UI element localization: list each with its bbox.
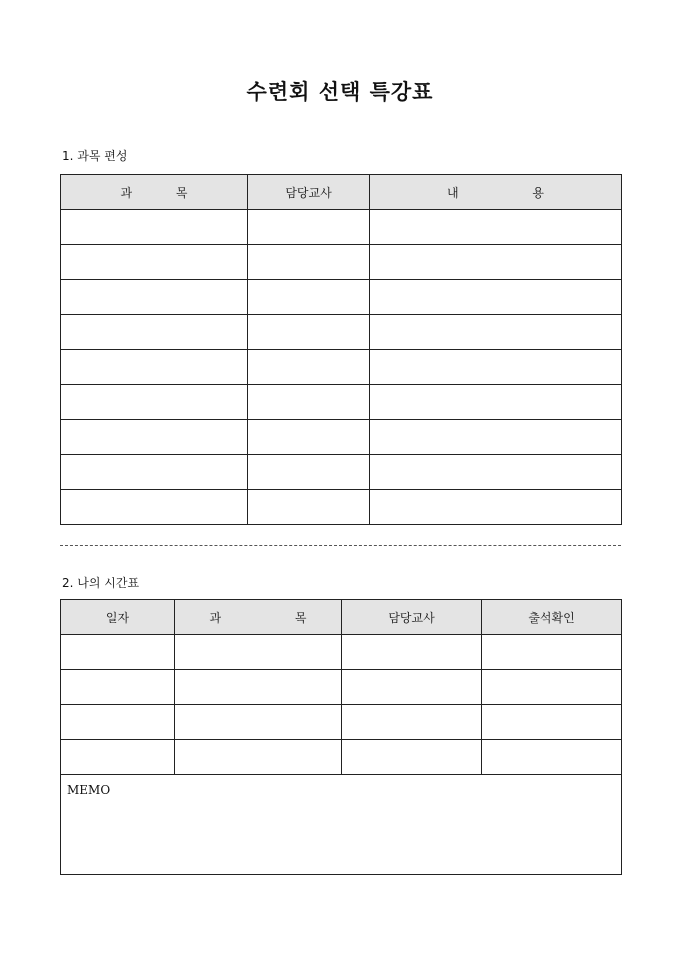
table-row (61, 635, 622, 670)
timetable-header (61, 600, 622, 635)
table-cell[interactable] (61, 245, 248, 280)
table-cell[interactable] (342, 740, 482, 775)
subject-table (60, 174, 622, 525)
subject-table-header (61, 175, 622, 210)
section-2-label: 2. 나의 시간표 (62, 576, 140, 590)
table-cell[interactable] (61, 385, 248, 420)
table-cell[interactable] (61, 490, 248, 525)
header-attendance: 출석확인 (482, 600, 622, 635)
header-teacher: 담당교사 (248, 175, 370, 210)
header-content: 내 용 (370, 175, 622, 210)
table-cell[interactable] (175, 740, 342, 775)
table-cell[interactable] (482, 670, 622, 705)
table-row (61, 705, 622, 740)
table-cell[interactable] (175, 670, 342, 705)
table-cell[interactable] (61, 670, 175, 705)
table-cell[interactable] (61, 705, 175, 740)
table-cell[interactable] (61, 280, 248, 315)
table-cell[interactable] (61, 315, 248, 350)
header-date: 일자 (61, 600, 175, 635)
table-cell[interactable] (370, 490, 622, 525)
table-cell[interactable] (370, 245, 622, 280)
table-cell[interactable] (342, 635, 482, 670)
dashed-divider (60, 545, 621, 546)
table-cell[interactable] (61, 210, 248, 245)
table-row (61, 315, 622, 350)
table-cell[interactable] (248, 455, 370, 490)
table-cell[interactable] (342, 705, 482, 740)
table-cell[interactable] (61, 420, 248, 455)
table-cell[interactable] (248, 210, 370, 245)
header-teacher: 담당교사 (342, 600, 482, 635)
memo-label: MEMO (67, 783, 111, 797)
table-row (61, 385, 622, 420)
memo-box[interactable] (61, 775, 622, 875)
table-cell[interactable] (370, 350, 622, 385)
table-cell[interactable] (248, 385, 370, 420)
table-cell[interactable] (248, 350, 370, 385)
table-cell[interactable] (482, 635, 622, 670)
table-cell[interactable] (248, 420, 370, 455)
page-title: 수련회 선택 특강표 (246, 79, 434, 104)
table-row (61, 455, 622, 490)
table-cell[interactable] (370, 455, 622, 490)
table-cell[interactable] (175, 635, 342, 670)
table-cell[interactable] (61, 635, 175, 670)
table-cell[interactable] (248, 315, 370, 350)
header-subject: 과 목 (175, 600, 342, 635)
memo-row (61, 775, 622, 875)
table-cell[interactable] (370, 315, 622, 350)
table-cell[interactable] (482, 740, 622, 775)
table-cell[interactable] (248, 490, 370, 525)
table-row (61, 420, 622, 455)
table-row (61, 740, 622, 775)
table-cell[interactable] (175, 705, 342, 740)
table-cell[interactable] (342, 670, 482, 705)
table-cell[interactable] (370, 280, 622, 315)
header-subject: 과 목 (61, 175, 248, 210)
table-cell[interactable] (370, 385, 622, 420)
section-1-label: 1. 과목 편성 (62, 149, 128, 163)
table-cell[interactable] (248, 245, 370, 280)
table-cell[interactable] (248, 280, 370, 315)
table-cell[interactable] (482, 705, 622, 740)
table-cell[interactable] (61, 455, 248, 490)
table-cell[interactable] (370, 210, 622, 245)
timetable (60, 599, 622, 875)
table-cell[interactable] (61, 740, 175, 775)
table-row (61, 210, 622, 245)
table-row (61, 280, 622, 315)
table-cell[interactable] (370, 420, 622, 455)
table-row (61, 245, 622, 280)
table-cell[interactable] (61, 350, 248, 385)
table-row (61, 670, 622, 705)
table-row (61, 490, 622, 525)
table-row (61, 350, 622, 385)
